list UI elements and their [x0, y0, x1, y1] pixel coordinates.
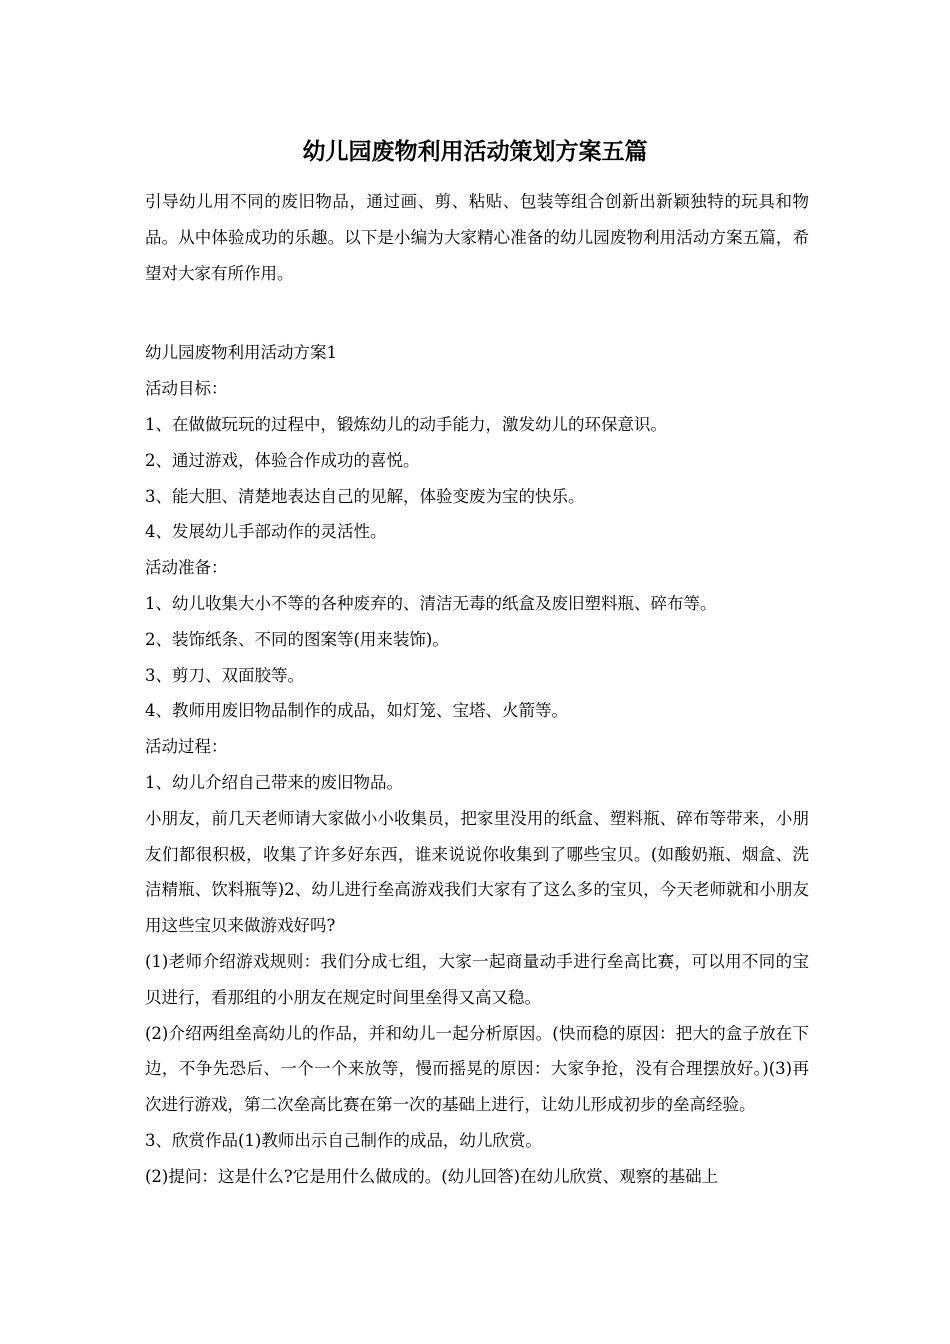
intro-paragraph: 引导幼儿用不同的废旧物品，通过画、剪、粘贴、包装等组合创新出新颖独特的玩具和物品。从中体验成功的乐趣。以下是小编为大家精心准备的幼儿园废物利用活动方案五篇，希望对大家有所作用。 [145, 192, 809, 283]
document-body [145, 184, 809, 1195]
goal-item: 3、能大胆、清楚地表达自己的见解，体验变废为宝的快乐。 [145, 486, 585, 506]
process-step: 3、欣赏作品(1)教师出示自己制作的成品，幼儿欣赏。 [145, 1130, 542, 1150]
paragraph-gap [145, 291, 809, 335]
section-heading: 幼儿园废物利用活动方案1 [145, 343, 337, 363]
prep-item: 1、幼儿收集大小不等的各种废弃的、清洁无毒的纸盒及废旧塑料瓶、碎布等。 [145, 593, 717, 613]
process-paragraph: (2)提问：这是什么?它是用什么做成的。(幼儿回答)在幼儿欣赏、观察的基础上 [145, 1166, 719, 1186]
prep-item: 4、教师用废旧物品制作的成品，如灯笼、宝塔、火箭等。 [145, 701, 568, 721]
process-paragraph: (2)介绍两组垒高幼儿的作品，并和幼儿一起分析原因。(快而稳的原因：把大的盒子放在下边，不争先恐后、一个一个来放等，慢而摇晃的原因：大家争抢，没有合理摆放好。)(3)再次进行游戏，第二次垒高比赛在第一次的基础上进行，让幼儿形成初步的垒高经验。 [145, 1023, 809, 1115]
process-label: 活动过程： [145, 737, 228, 757]
process-step: 1、幼儿介绍自己带来的废旧物品。 [145, 772, 403, 792]
process-paragraph: (1)老师介绍游戏规则：我们分成七组，大家一起商量动手进行垒高比赛，可以用不同的宝贝进行，看那组的小朋友在规定时间里垒得又高又稳。 [145, 951, 809, 1007]
goal-item: 4、发展幼儿手部动作的灵活性。 [145, 522, 387, 542]
prep-label: 活动准备： [145, 558, 228, 578]
goal-item: 2、通过游戏，体验合作成功的喜悦。 [145, 450, 420, 470]
process-paragraph: 小朋友，前几天老师请大家做小小收集员，把家里没用的纸盒、塑料瓶、碎布等带来，小朋友们都很积极，收集了许多好东西，谁来说说你收集到了哪些宝贝。(如酸奶瓶、烟盒、洗洁精瓶、饮料瓶等)2、幼儿进行垒高游戏我们大家有了这么多的宝贝，今天老师就和小朋友用这些宝贝来做游戏好吗? [145, 808, 809, 936]
goal-item: 1、在做做玩玩的过程中，锻炼幼儿的动手能力，激发幼儿的环保意识。 [145, 414, 667, 434]
document-title: 幼儿园废物利用活动策划方案五篇 [302, 138, 648, 165]
prep-item: 3、剪刀、双面胶等。 [145, 665, 304, 685]
prep-item: 2、装饰纸条、不同的图案等(用来装饰)。 [145, 629, 449, 649]
goals-label: 活动目标： [145, 379, 228, 399]
